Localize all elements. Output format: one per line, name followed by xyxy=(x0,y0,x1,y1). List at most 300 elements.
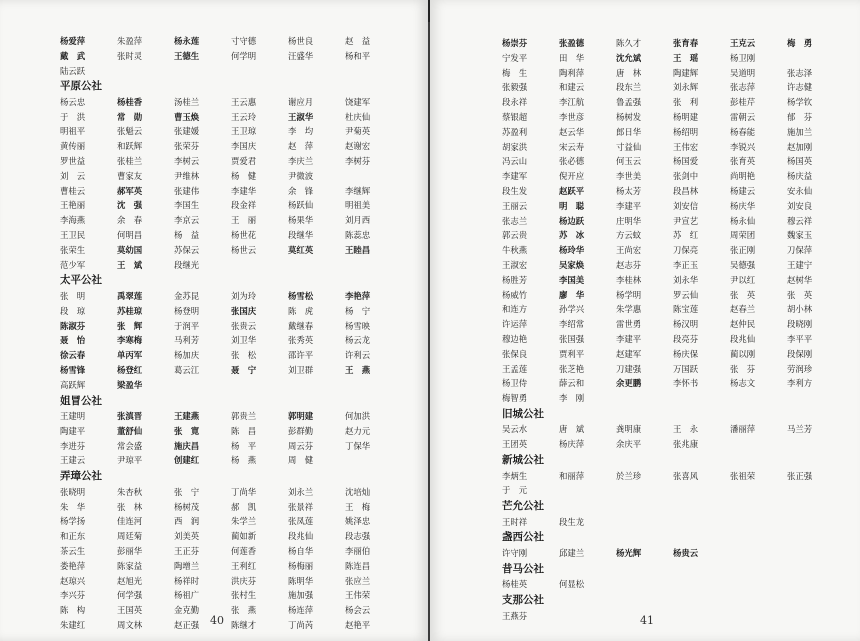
left-page-content xyxy=(60,34,410,633)
person-name: 王建明 xyxy=(60,411,86,422)
commune-heading: 弄璋公社 xyxy=(60,470,102,483)
person-name: 杨跃仙 xyxy=(288,200,314,211)
name-row xyxy=(60,95,410,110)
person-name: 杨庆萍 xyxy=(559,439,585,450)
name-row xyxy=(60,34,410,49)
person-name: 张喜风 xyxy=(673,470,699,481)
name-row xyxy=(60,603,410,618)
person-name: 王 梅 xyxy=(345,501,371,512)
person-name: 李国美 xyxy=(559,274,585,285)
person-name: 张 林 xyxy=(117,501,143,512)
person-name: 和连方 xyxy=(502,304,528,315)
person-name: 王建燕 xyxy=(174,411,200,422)
name-row xyxy=(502,169,850,184)
person-name: 杨雪映 xyxy=(345,320,371,331)
person-name: 于 元 xyxy=(502,485,528,496)
person-name: 杨世花 xyxy=(231,230,257,241)
person-name: 李京云 xyxy=(174,215,200,226)
person-name: 汤桂兰 xyxy=(174,96,200,107)
person-name: 刀保亮 xyxy=(673,245,699,256)
person-name: 李建军 xyxy=(502,171,528,182)
person-name: 汪盛华 xyxy=(288,50,314,61)
person-name: 潘丽萍 xyxy=(730,424,756,435)
person-name: 张志泽 xyxy=(787,67,813,78)
person-name: 廖 华 xyxy=(559,289,585,300)
person-name: 李海燕 xyxy=(60,215,86,226)
person-name: 於兰珍 xyxy=(616,470,642,481)
person-name: 李建平 xyxy=(616,200,642,211)
person-name: 彭群勤 xyxy=(288,425,314,436)
person-name: 王尚宏 xyxy=(616,245,642,256)
person-name: 李庆兰 xyxy=(288,156,314,167)
commune-heading: 支那公社 xyxy=(502,594,544,606)
person-name: 蔺以刚 xyxy=(730,348,756,359)
name-row xyxy=(60,363,410,378)
name-row xyxy=(502,288,850,303)
person-name: 梅智勇 xyxy=(502,393,528,404)
person-name: 刘永华 xyxy=(673,274,699,285)
person-name: 尚明艳 xyxy=(730,171,756,182)
person-name: 王建宁 xyxy=(787,259,813,270)
name-row xyxy=(60,243,410,258)
person-name: 王利红 xyxy=(231,560,257,571)
commune-heading: 新城公社 xyxy=(502,454,544,467)
person-name: 杨志文 xyxy=(730,378,756,389)
name-row xyxy=(502,95,850,110)
person-name: 沈允斌 xyxy=(616,52,642,63)
name-row xyxy=(502,243,850,258)
person-name: 张 松 xyxy=(231,350,257,361)
person-name: 寸益仙 xyxy=(616,141,642,152)
name-row xyxy=(502,347,850,362)
person-name: 张正刚 xyxy=(730,245,756,256)
person-name: 戴 武 xyxy=(60,50,86,61)
person-name: 郁 芬 xyxy=(787,111,813,122)
person-name: 杨春能 xyxy=(730,126,756,137)
person-name: 寸守德 xyxy=(231,36,257,46)
person-name: 张 英 xyxy=(787,289,813,300)
person-name: 段昌林 xyxy=(673,185,699,196)
person-name: 张荣芬 xyxy=(174,141,200,152)
person-name: 单丙军 xyxy=(117,350,143,361)
person-name: 李继辉 xyxy=(345,185,371,196)
person-name: 张必德 xyxy=(559,156,585,167)
person-name: 李国生 xyxy=(174,200,200,211)
person-name: 张兆康 xyxy=(673,439,699,450)
person-name: 杨学扬 xyxy=(60,516,86,527)
person-name: 张 利 xyxy=(673,97,699,108)
page-number: 40 xyxy=(210,614,224,627)
person-name: 周廷菊 xyxy=(117,531,143,542)
person-name: 梅 生 xyxy=(502,67,528,78)
person-name: 唐 林 xyxy=(616,67,642,78)
person-name: 段亮芬 xyxy=(673,333,699,344)
person-name: 李建平 xyxy=(616,333,642,344)
person-name: 余更鹏 xyxy=(616,378,642,389)
person-name: 王燕芬 xyxy=(502,610,528,621)
person-name: 王云玲 xyxy=(231,111,257,122)
person-name: 创建红 xyxy=(174,455,200,466)
person-name: 周荣团 xyxy=(730,230,756,241)
person-name: 徐云春 xyxy=(60,350,86,361)
name-row xyxy=(60,424,410,439)
person-name: 马利芳 xyxy=(174,335,200,346)
person-name: 王 燕 xyxy=(345,364,371,375)
name-row xyxy=(502,391,850,406)
person-name: 彭桂芹 xyxy=(730,97,756,108)
name-row xyxy=(502,36,850,51)
person-name: 杨树茂 xyxy=(174,501,200,512)
person-name: 宁发平 xyxy=(502,52,528,63)
person-name: 杨 宁 xyxy=(345,305,371,316)
right-page xyxy=(430,0,860,641)
person-name: 张村生 xyxy=(231,590,257,601)
person-name: 沈培灿 xyxy=(345,486,371,497)
name-row xyxy=(60,49,410,64)
person-name: 田 华 xyxy=(559,52,585,63)
person-name: 穆云祥 xyxy=(787,215,813,226)
person-name: 聂 怡 xyxy=(60,335,86,346)
name-row xyxy=(502,66,850,81)
person-name: 许守刚 xyxy=(502,547,528,558)
name-row xyxy=(60,258,410,273)
person-name: 张贵云 xyxy=(231,320,257,331)
person-name: 李世彦 xyxy=(559,111,585,122)
person-name: 宋云寿 xyxy=(559,141,585,152)
name-row xyxy=(60,64,410,79)
person-name: 张景祥 xyxy=(288,501,314,512)
person-name: 王 永 xyxy=(673,424,699,435)
person-name: 杨永仙 xyxy=(730,215,756,226)
person-name: 罗云仙 xyxy=(673,289,699,300)
person-name: 杨 健 xyxy=(231,170,257,181)
name-row xyxy=(60,559,410,574)
person-name: 段兆仙 xyxy=(288,531,314,542)
person-name: 明祖美 xyxy=(345,200,371,211)
commune-heading: 平原公社 xyxy=(60,80,102,93)
person-name: 赵云华 xyxy=(559,126,585,137)
page-number: 41 xyxy=(640,614,654,627)
person-name: 金苏昆 xyxy=(174,290,200,301)
person-name: 杨登红 xyxy=(117,364,143,375)
person-name: 余 锋 xyxy=(288,185,314,196)
name-row xyxy=(60,289,410,304)
person-name: 陶利萍 xyxy=(559,67,585,78)
person-name: 王建云 xyxy=(60,455,86,466)
person-name: 杨永莲 xyxy=(174,36,200,46)
person-name: 陈连昌 xyxy=(345,560,371,571)
person-name: 何玉云 xyxy=(616,156,642,167)
person-name: 郝 凯 xyxy=(231,501,257,512)
person-name: 陈明华 xyxy=(288,575,314,586)
person-name: 许运萍 xyxy=(502,319,528,330)
person-name: 王德生 xyxy=(174,50,200,61)
person-name: 余庆平 xyxy=(616,439,642,450)
name-row xyxy=(502,110,850,125)
person-name: 赵加刚 xyxy=(787,141,813,152)
person-name: 杨庆华 xyxy=(730,200,756,211)
person-name: 丁尚华 xyxy=(231,486,257,497)
person-name: 邵许平 xyxy=(288,350,314,361)
name-row xyxy=(502,422,850,437)
person-name: 李兴芬 xyxy=(60,590,86,601)
person-name: 赵谢宏 xyxy=(345,141,371,152)
name-row xyxy=(60,124,410,139)
person-name: 李江航 xyxy=(559,97,585,108)
commune-heading: 太平公社 xyxy=(60,274,102,287)
person-name: 刘卫华 xyxy=(231,335,257,346)
name-row xyxy=(502,483,850,498)
name-row xyxy=(60,618,410,633)
name-row xyxy=(60,453,410,468)
person-name: 李 均 xyxy=(288,126,314,137)
name-row xyxy=(502,80,850,95)
person-name: 杨庆保 xyxy=(673,348,699,359)
person-name: 于 洪 xyxy=(60,111,86,122)
person-name: 段继光 xyxy=(174,259,200,270)
person-name: 常 勋 xyxy=(117,111,143,122)
person-name: 张 寛 xyxy=(174,425,200,436)
person-name: 胡家洪 xyxy=(502,141,528,152)
name-row xyxy=(60,544,410,559)
commune-heading: 芒允公社 xyxy=(502,500,544,513)
person-name: 赵仲民 xyxy=(730,319,756,330)
person-name: 李绍常 xyxy=(559,319,585,330)
person-name: 朱学惠 xyxy=(616,304,642,315)
person-name: 杨梅丽 xyxy=(288,560,314,571)
person-name: 李怀书 xyxy=(673,378,699,389)
person-name: 施加强 xyxy=(288,590,314,601)
person-name: 明祖平 xyxy=(60,126,86,137)
person-name: 王卫民 xyxy=(60,230,86,241)
person-name: 张育春 xyxy=(673,38,699,48)
person-name: 张国强 xyxy=(559,333,585,344)
person-name: 陈蕊忠 xyxy=(345,230,371,241)
person-name: 杨卫刚 xyxy=(730,52,756,63)
person-name: 杨祖广 xyxy=(174,590,200,601)
person-name: 戴继春 xyxy=(288,320,314,331)
person-name: 梁盈华 xyxy=(117,379,143,390)
person-name: 刀建强 xyxy=(616,363,642,374)
person-name: 明 聪 xyxy=(559,200,585,211)
person-name: 许志健 xyxy=(787,82,813,93)
person-name: 安永仙 xyxy=(787,185,813,196)
person-name: 张志萍 xyxy=(730,82,756,93)
name-row xyxy=(502,362,850,377)
person-name: 贾爱君 xyxy=(231,156,257,167)
person-name: 佳连河 xyxy=(117,516,143,527)
person-name: 何学强 xyxy=(117,590,143,601)
person-name: 方云蚊 xyxy=(616,230,642,241)
person-name: 曹桂云 xyxy=(60,185,86,196)
name-row xyxy=(60,198,410,213)
person-name: 陈继才 xyxy=(231,619,257,630)
person-name: 贾利平 xyxy=(559,348,585,359)
person-name: 赵力元 xyxy=(345,425,371,436)
name-row xyxy=(502,214,850,229)
person-name: 陈淑芬 xyxy=(60,320,86,331)
person-name: 彭丽华 xyxy=(117,545,143,556)
name-row xyxy=(60,154,410,169)
person-name: 劳润珍 xyxy=(787,363,813,374)
person-name: 杨胜芳 xyxy=(502,274,528,285)
person-name: 王 丽 xyxy=(231,215,257,226)
person-name: 陈 虎 xyxy=(288,305,314,316)
person-name: 郎日华 xyxy=(616,126,642,137)
person-name: 朱 华 xyxy=(60,501,86,512)
person-name: 刘安信 xyxy=(673,200,699,211)
person-name: 苏桂琼 xyxy=(117,305,143,316)
person-name: 郝军英 xyxy=(117,185,143,196)
person-name: 张 明 xyxy=(60,290,86,301)
person-name: 李桂林 xyxy=(616,274,642,285)
name-row xyxy=(502,228,850,243)
person-name: 于润平 xyxy=(174,320,200,331)
person-name: 段生发 xyxy=(502,185,528,196)
person-name: 苏 红 xyxy=(673,230,699,241)
person-name: 杨树发 xyxy=(616,111,642,122)
person-name: 刘为玲 xyxy=(231,290,257,301)
person-name: 张 辉 xyxy=(117,320,143,331)
person-name: 杨 平 xyxy=(231,440,257,451)
person-name: 段志强 xyxy=(345,531,371,542)
person-name: 禹翠莲 xyxy=(117,290,143,301)
person-name: 杨卫侍 xyxy=(502,378,528,389)
person-name: 杨汉明 xyxy=(673,319,699,330)
person-name: 杨边跃 xyxy=(559,215,585,226)
person-name: 薛云和 xyxy=(559,378,585,389)
person-name: 和丽萍 xyxy=(559,470,585,481)
commune-heading: 姐冒公社 xyxy=(60,394,102,407)
name-row xyxy=(60,304,410,319)
person-name: 段 琼 xyxy=(60,305,86,316)
person-name: 张建伟 xyxy=(174,185,200,196)
person-name: 周 健 xyxy=(288,455,314,466)
person-name: 张晓明 xyxy=(60,486,86,497)
name-row xyxy=(60,110,410,125)
person-name: 张秀英 xyxy=(288,335,314,346)
left-page xyxy=(0,0,428,641)
person-name: 庄明华 xyxy=(616,215,642,226)
person-name: 陈家益 xyxy=(117,560,143,571)
person-name: 刘月西 xyxy=(345,215,371,226)
person-name: 魏家玉 xyxy=(787,230,813,241)
name-row xyxy=(60,529,410,544)
person-name: 张魁云 xyxy=(117,126,143,137)
person-name: 和跃辉 xyxy=(117,141,143,152)
person-name: 葛云江 xyxy=(174,364,200,375)
person-name: 杨 益 xyxy=(174,230,200,241)
person-name: 杨国爱 xyxy=(673,156,699,167)
name-row xyxy=(502,376,850,391)
person-name: 张时灵 xyxy=(117,50,143,61)
person-name: 张 燕 xyxy=(231,605,257,616)
person-name: 龚明康 xyxy=(616,424,642,435)
person-name: 丁保华 xyxy=(345,440,371,451)
person-name: 李正玉 xyxy=(673,259,699,270)
person-name: 张建媛 xyxy=(174,126,200,137)
name-row xyxy=(60,184,410,199)
person-name: 西 润 xyxy=(174,516,200,527)
name-row xyxy=(60,439,410,454)
person-name: 雷世勇 xyxy=(616,319,642,330)
person-name: 金克勤 xyxy=(174,605,200,616)
person-name: 陈 昌 xyxy=(231,425,257,436)
name-row xyxy=(60,348,410,363)
person-name: 倪开应 xyxy=(559,171,585,182)
person-name: 李 刚 xyxy=(559,393,585,404)
person-name: 张芝艳 xyxy=(559,363,585,374)
person-name: 杨和平 xyxy=(345,50,371,61)
commune-heading: 旧城公社 xyxy=(502,407,544,420)
name-row xyxy=(502,546,850,561)
name-row xyxy=(60,409,410,424)
person-name: 杨雪锋 xyxy=(60,364,86,375)
person-name: 王云惠 xyxy=(231,96,257,107)
person-name: 饶建军 xyxy=(345,96,371,107)
person-name: 陶增兰 xyxy=(174,560,200,571)
person-name: 陆云跃 xyxy=(60,65,86,76)
name-row xyxy=(502,184,850,199)
person-name: 赵春兰 xyxy=(730,304,756,315)
person-name: 吴家焕 xyxy=(559,259,585,270)
person-name: 陶建平 xyxy=(60,425,86,436)
person-name: 董舒仙 xyxy=(117,425,143,436)
person-name: 王时祥 xyxy=(502,516,528,527)
person-name: 朱盈萍 xyxy=(117,36,143,46)
person-name: 王团英 xyxy=(502,439,528,450)
person-name: 尹维林 xyxy=(174,170,200,181)
person-name: 杨桂英 xyxy=(502,579,528,590)
right-page-content xyxy=(502,36,850,623)
person-name: 刘 云 xyxy=(60,170,86,181)
person-name: 杨雪松 xyxy=(288,290,314,301)
person-name: 苏 冰 xyxy=(559,230,585,241)
person-name: 王卫琼 xyxy=(231,126,257,137)
person-name: 张滇晋 xyxy=(117,411,143,422)
name-row xyxy=(502,199,850,214)
person-name: 王正芬 xyxy=(174,545,200,556)
person-name: 何学明 xyxy=(231,50,257,61)
name-row xyxy=(60,319,410,334)
person-name: 黄传丽 xyxy=(60,141,86,152)
person-name: 杨玲华 xyxy=(559,245,585,256)
person-name: 赵志芬 xyxy=(616,259,642,270)
person-name: 段晓刚 xyxy=(787,319,813,330)
name-row xyxy=(60,378,410,393)
person-name: 张育英 xyxy=(730,156,756,167)
person-name: 朱杏秋 xyxy=(117,486,143,497)
person-name: 李锐兴 xyxy=(730,141,756,152)
person-name: 常会盛 xyxy=(117,440,143,451)
person-name: 高跃辉 xyxy=(60,379,86,390)
person-name: 刘卫群 xyxy=(288,364,314,375)
person-name: 吴道明 xyxy=(730,67,756,78)
person-name: 李寒梅 xyxy=(117,335,143,346)
person-name: 杨国英 xyxy=(787,156,813,167)
person-name: 王 斌 xyxy=(117,259,143,270)
person-name: 万国跃 xyxy=(673,363,699,374)
person-name: 赵旭光 xyxy=(117,575,143,586)
person-name: 杨世良 xyxy=(288,36,314,46)
person-name: 何莲香 xyxy=(231,545,257,556)
person-name: 蔡银超 xyxy=(502,111,528,122)
person-name: 杨自华 xyxy=(288,545,314,556)
person-name: 孙学兴 xyxy=(559,304,585,315)
person-name: 李建华 xyxy=(231,185,257,196)
person-name: 杨建云 xyxy=(730,185,756,196)
person-name: 杨连萍 xyxy=(288,605,314,616)
